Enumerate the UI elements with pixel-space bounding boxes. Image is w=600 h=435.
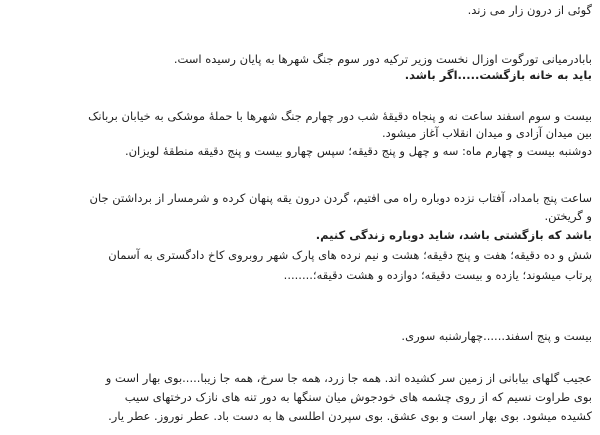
text-line: بین میدان آزادی و میدان انقلاب آغاز میشود. [381,126,592,140]
text-line: بیست و پنج اسفند......چهارشنبه سوری. [401,329,592,343]
text-line: دوشنبه بیست و چهارم ماه: سه و چهل و پنج دقیقه؛ سپس چهارو بیست و پنج دقیقه منطقهٔ لویزان. [124,144,592,158]
bold-heading-line: باید به خانه بازگشت.....اگر باشد. [404,68,592,82]
text-line: و گریختن. [544,209,592,223]
text-line: گوئی از درون زار می زند. [467,3,592,17]
text-line: پرتاب میشوند؛ یازده و بیست دقیقه؛ دوازده و هشت دقیقه؛........ [283,268,592,282]
text-line: کشیده میشود. بوی بهار است و بوی عشق. بوی سپردن اطلسی ها به دست باد. عطر نوروز. عطر یار. [108,409,592,423]
text-line: ساعت پنج بامداد، آفتاب نزده دوباره راه می افتیم، گردن درون یقه پنهان کرده و شرمسار از برداشتن جان [89,191,592,205]
text-line: بیست و سوم اسفند ساعت نه و پنجاه دقیقهٔ شب دور چهارم جنگ شهرها با حملهٔ موشکی به خیابان بربانک [88,109,592,123]
text-line: عجیب گلهای بیابانی از زمین سر کشیده اند. همه جا زرد، همه جا سرخ، همه جا زیبا.....بوی بهار است و [105,371,592,385]
text-line: شش و ده دقیقه؛ هفت و پنج دقیقه؛ هشت و نیم نرده های پارک شهر روبروی کاخ دادگستری به آسمان [108,248,592,262]
text-line: بابادرمیانی تورگوت اوزال نخست وزیر ترکیه دور سوم جنگ شهرها به پایان رسیده است. [173,52,592,66]
bold-heading-line: باشد که بازگشتی باشد، شاید دوباره زندگی کنیم. [315,228,592,242]
text-line: بوی طراوت نسیم که از روی چشمه های خودجوش میان سنگها به دور تنه های نازک درختهای سیب [124,390,592,404]
